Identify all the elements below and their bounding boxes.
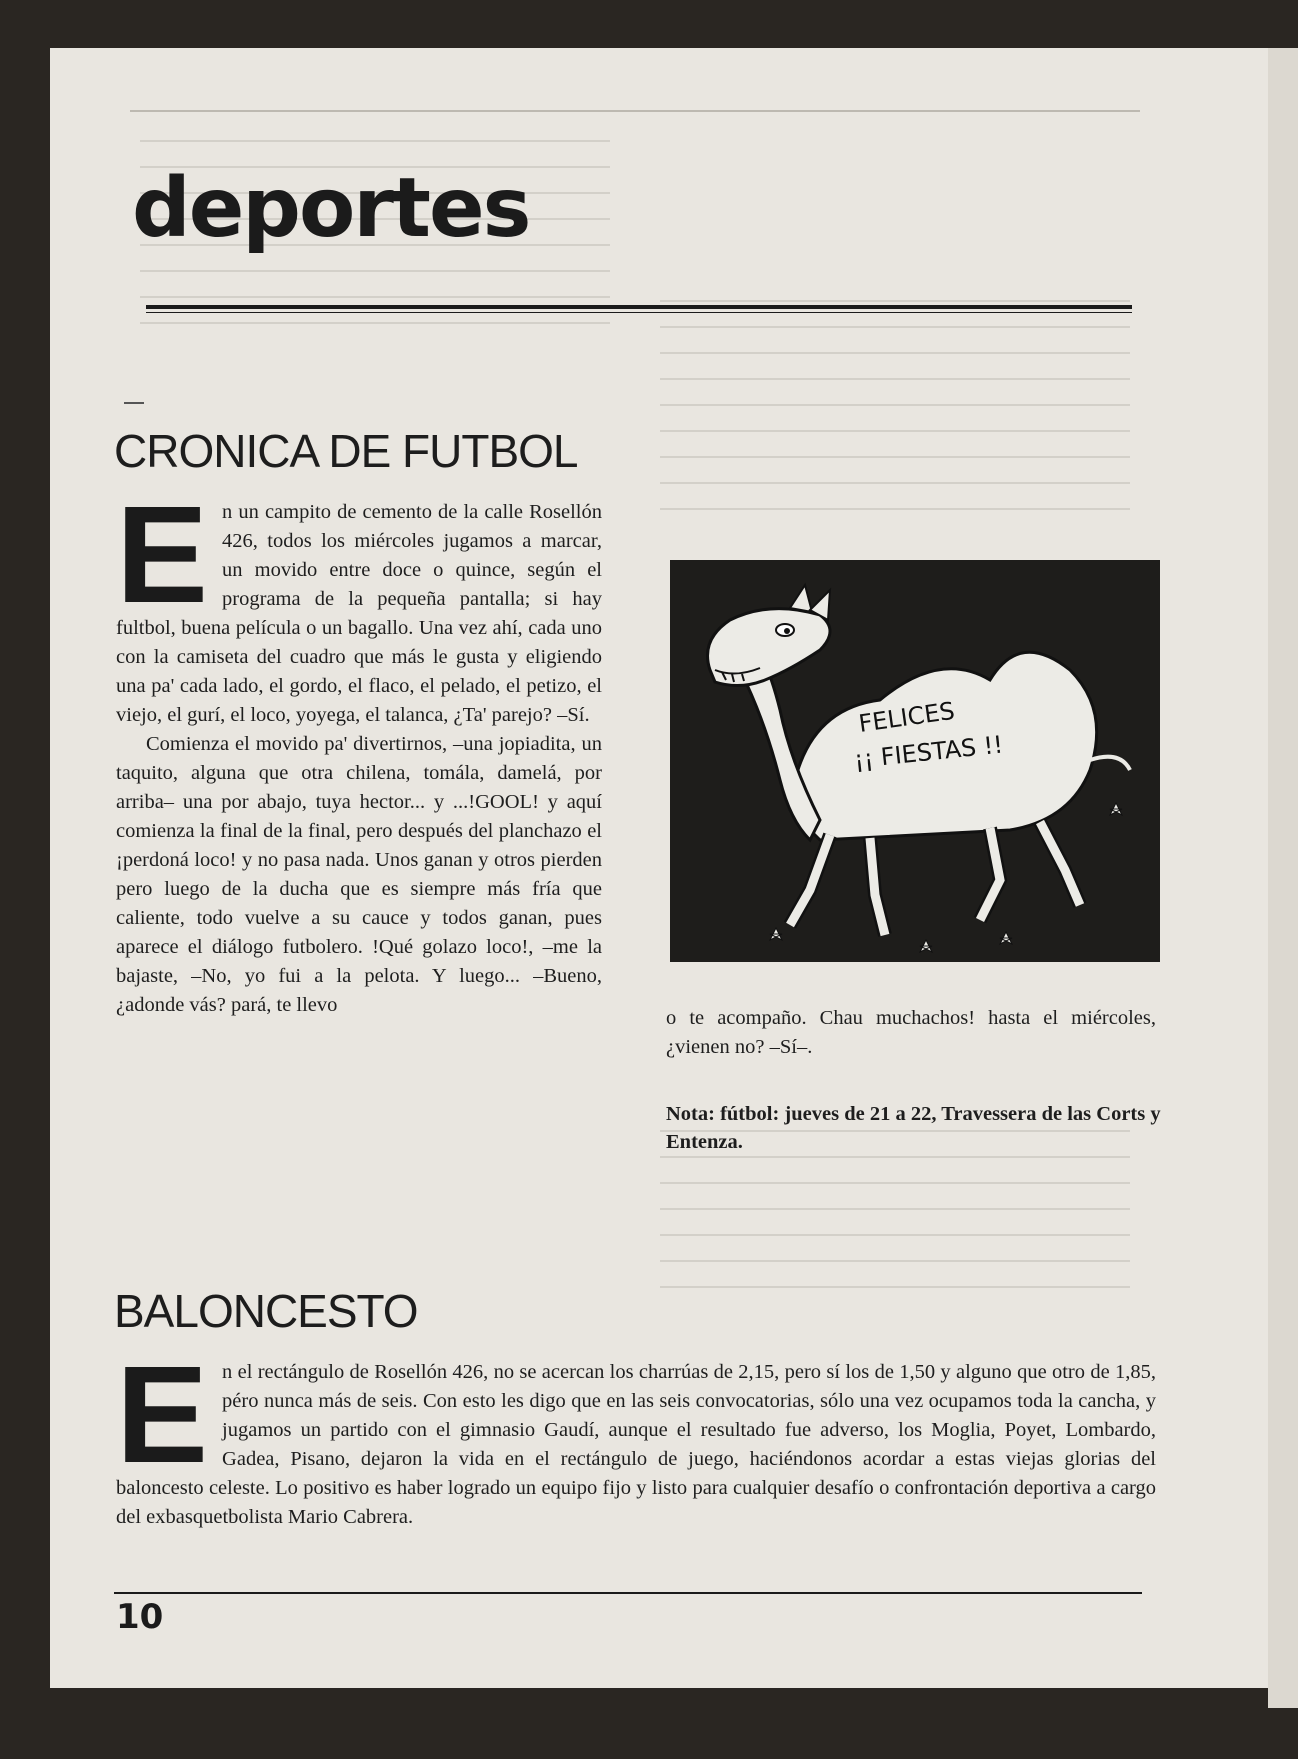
cartoon-text-felices: FELICES (856, 696, 957, 738)
title-rule (146, 305, 1132, 309)
futbol-note: Nota: fútbol: jueves de 21 a 22, Travessera de las Corts y Entenza. (666, 1103, 1161, 1153)
baloncesto-dropcap: E (116, 1338, 209, 1492)
bleed-through-lines-right (660, 300, 1130, 534)
futbol-paragraph-2: Comienza el movido pa' divertirnos, –una jopiadita, un taquito, alguna que otra chilena, tomála, damelá, por arriba– una por abajo, tuya hector... y ...!GOOL! y aquí comienza la final de la final, pero después del planchazo el ¡perdoná loco! y no pasa nada. Unos ganan y otros pierden pero luego de la ducha que es siempre más fría que caliente, todo vuelve a su cauce y todos ganan, pues aparece el diálogo futbolero. !Qué golazo loco!, –me la bajaste, –No, yo fui a la pelota. Y luego... –Bueno, ¿adonde vás? pará, te llevo (116, 733, 602, 1016)
futbol-article-body (116, 478, 602, 1020)
baloncesto-article-body (116, 1338, 1156, 1532)
baloncesto-paragraph: n el rectángulo de Rosellón 426, no se acercan los charrúas de 2,15, pero sí los de 1,50 y alguno que otro de 1,85, péro nunca más de seis. Con esto les digo que en las seis convocatorias, sólo una vez ocupamos toda la cancha, y jugamos un partido con el gimnasio Gaudí, aunque el resultado fue adverso, los Moglia, Poyet, Lombardo, Gadea, Pisano, dejaron la vida en el rectángulo de juego, haciéndonos acordar a estas viejas glorias del baloncesto celeste. Lo positivo es haber logrado un equipo fijo y listo para cualquier desafío o confrontación deportiva a cargo del exbasquetbolista Mario Cabrera. (116, 1361, 1156, 1528)
futbol-article-continuation (666, 1004, 1156, 1062)
section-title: deportes (132, 161, 530, 256)
futbol-paragraph-1: n un campito de cemento de la calle Rosellón 426, todos los miércoles jugamos a marcar, un movido entre doce o quince, según el programa de la pequeña pantalla; si hay fultbol, buena película o un bagallo. Una vez ahí, cada uno con la camiseta del cuadro que más le gusta y eligiendo una pa' cada lado, el gordo, el flaco, el pelado, el petizo, el viejo, el gurí, el loco, yoyega, el talanca, ¿Ta' parejo? –Sí. (116, 501, 602, 726)
cartoon-text-fiestas: ¡¡ FIESTAS !! (852, 730, 1005, 774)
adjacent-page-edge (1268, 48, 1298, 1708)
bleed-through-lines-right-lower (660, 1130, 1130, 1312)
baloncesto-heading: BALONCESTO (114, 1285, 418, 1337)
futbol-dropcap: E (116, 478, 209, 632)
futbol-heading: CRONICA DE FUTBOL (114, 425, 578, 477)
title-rule-thin (146, 312, 1132, 313)
top-rule (130, 110, 1140, 112)
bottom-rule (114, 1592, 1142, 1594)
margin-dash (124, 402, 144, 404)
camel-cartoon (670, 560, 1160, 962)
futbol-continuation-text: o te acompaño. Chau muchachos! hasta el miércoles, ¿vienen no? –Sí–. (666, 1007, 1156, 1058)
page-number: 10 (116, 1597, 164, 1637)
